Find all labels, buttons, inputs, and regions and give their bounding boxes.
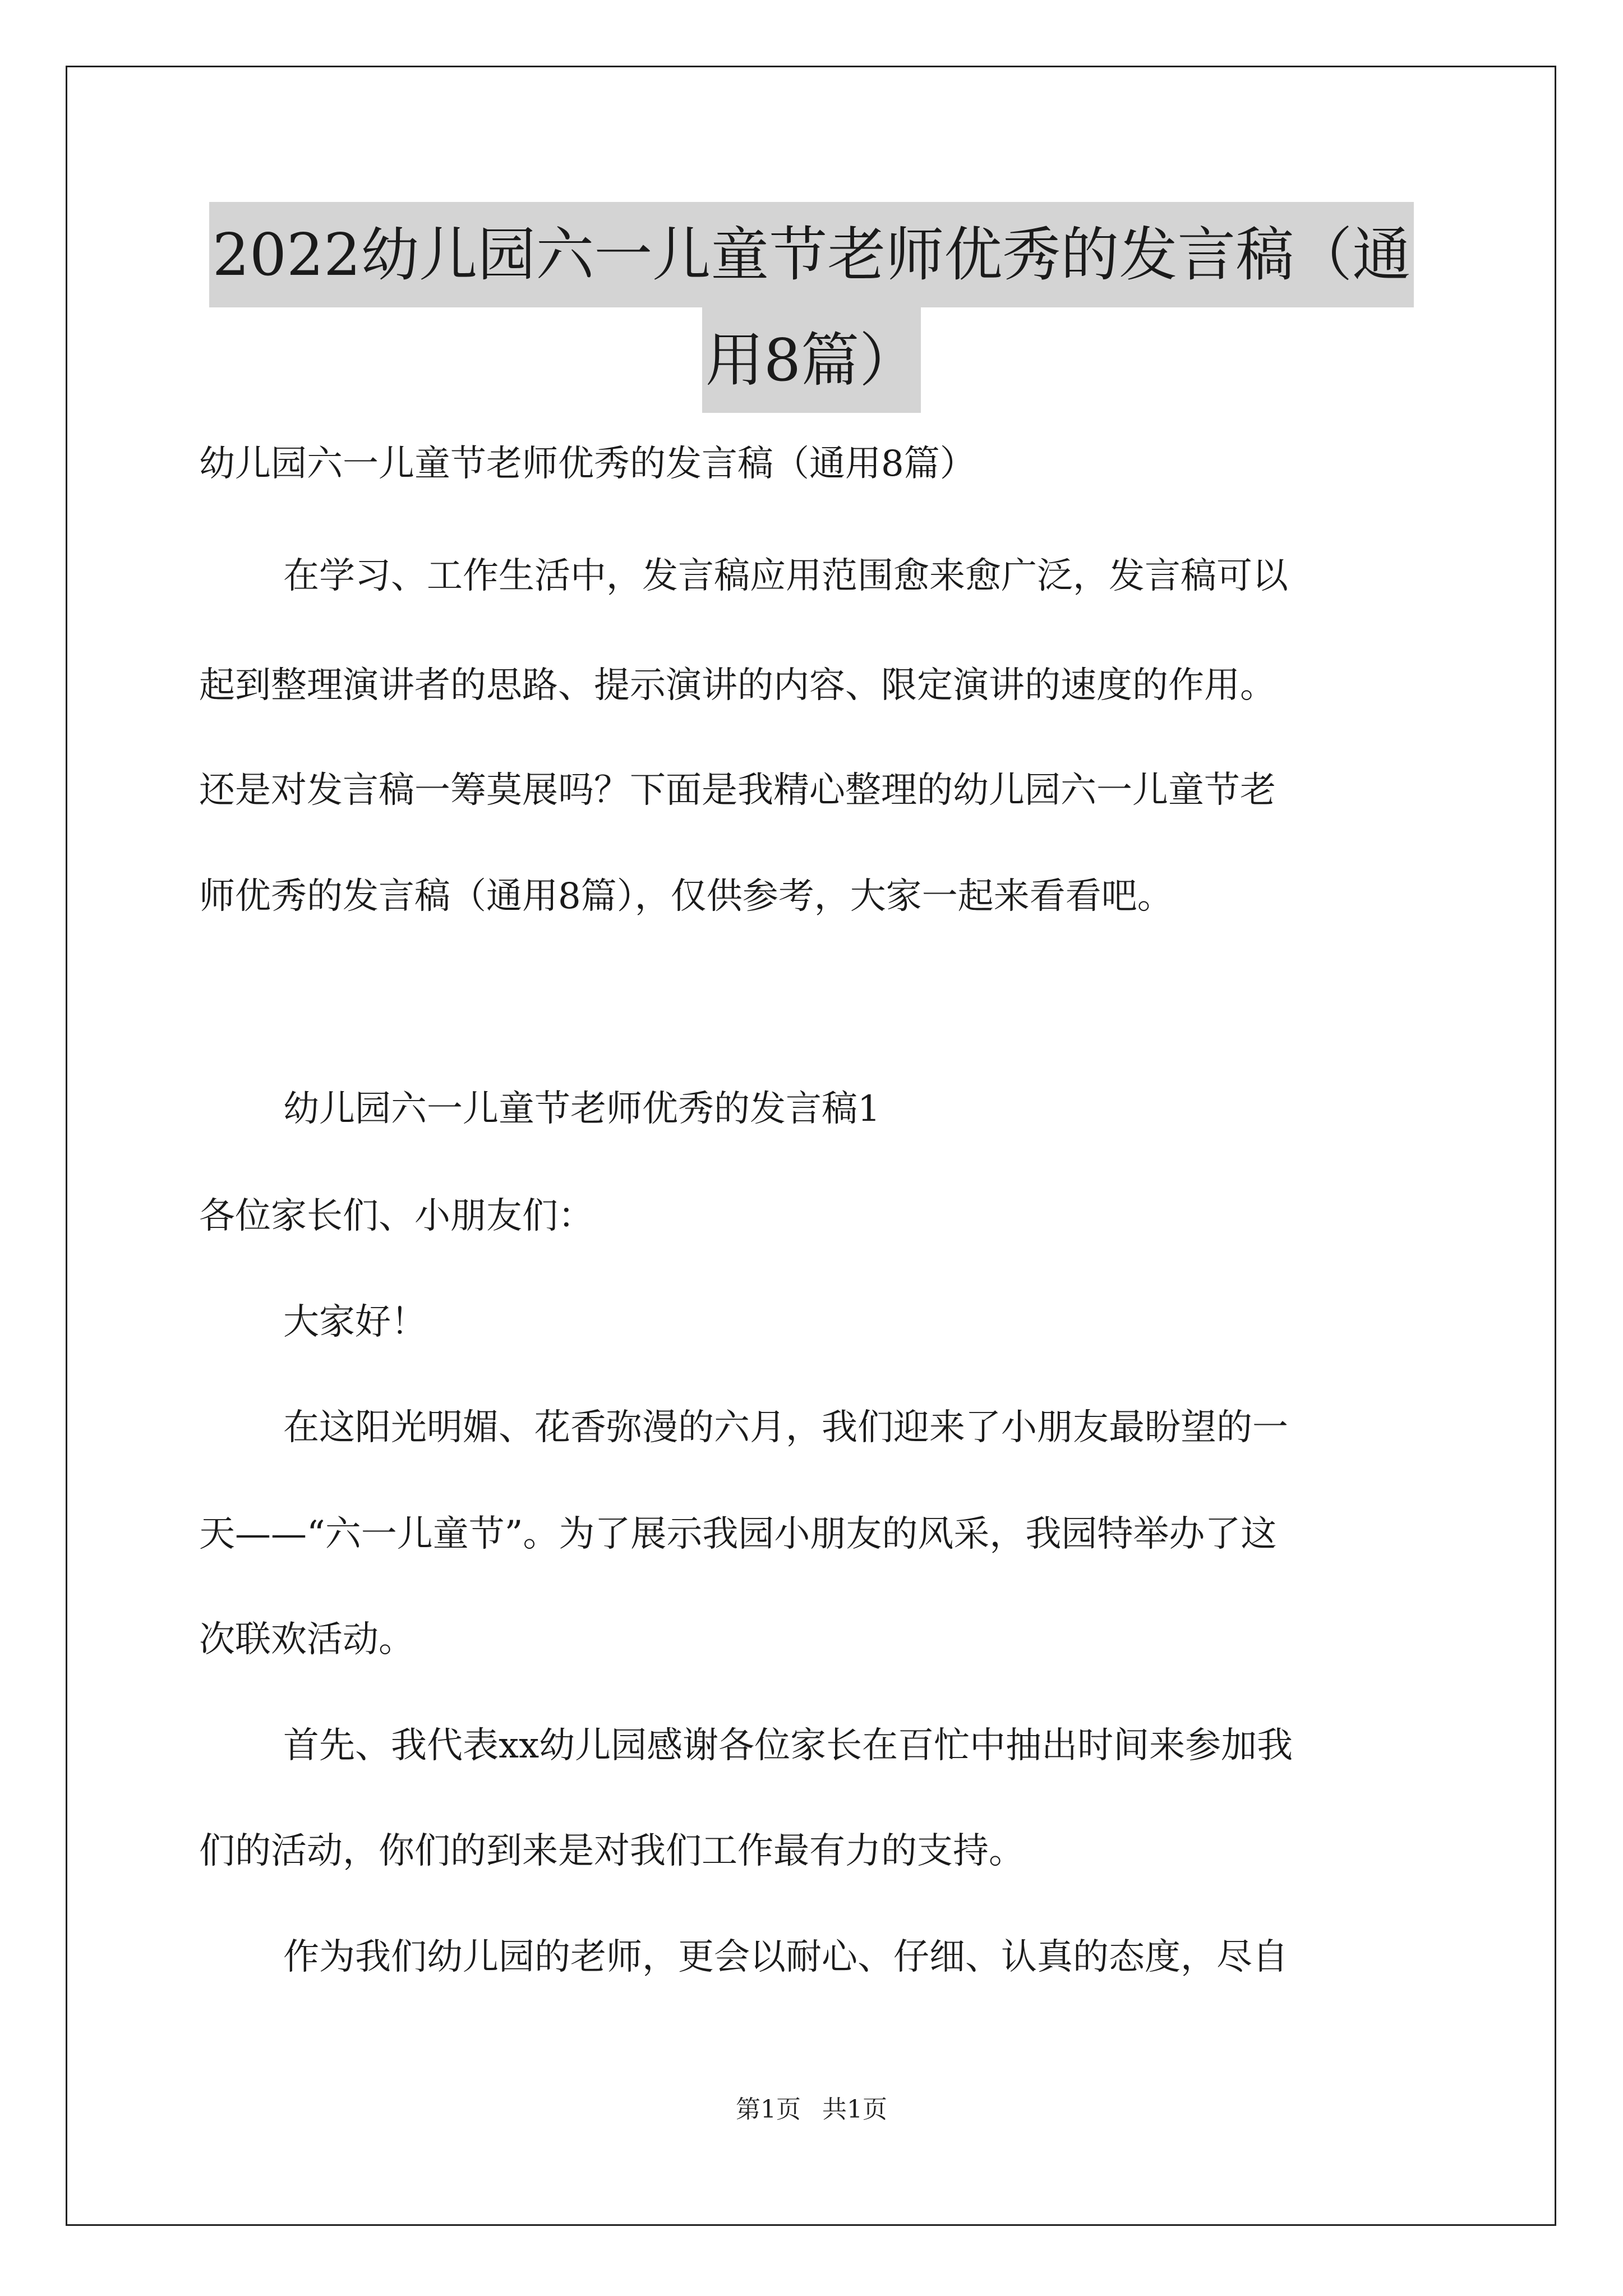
body-paragraph-line: 次联欢活动。 xyxy=(199,1619,414,1660)
subtitle-paragraph: 幼儿园六一儿童节老师优秀的发言稿（通用8篇） xyxy=(199,443,976,485)
salutation: 各位家长们、小朋友们： xyxy=(199,1195,594,1237)
section-heading: 幼儿园六一儿童节老师优秀的发言稿1 xyxy=(283,1088,880,1130)
body-paragraph-line: 天——“六一儿童节”。为了展示我园小朋友的风采，我园特举办了这 xyxy=(199,1513,1277,1555)
body-paragraph-line: 首先、我代表xx幼儿园感谢各位家长在百忙中抽出时间来参加我 xyxy=(283,1725,1293,1766)
greeting: 大家好！ xyxy=(283,1301,427,1343)
title-line-2: 用8篇） xyxy=(702,307,921,413)
body-paragraph-line: 作为我们幼儿园的老师，更会以耐心、仔细、认真的态度，尽自 xyxy=(283,1936,1288,1978)
intro-paragraph-line: 在学习、工作生活中，发言稿应用范围愈来愈广泛，发言稿可以 xyxy=(283,555,1288,597)
body-paragraph-line: 们的活动，你们的到来是对我们工作最有力的支持。 xyxy=(199,1830,1025,1872)
title-line-1: 2022幼儿园六一儿童节老师优秀的发言稿（通 xyxy=(209,202,1414,307)
intro-paragraph-line: 还是对发言稿一筹莫展吗？下面是我精心整理的幼儿园六一儿童节老 xyxy=(199,770,1276,811)
document-title xyxy=(0,202,1623,413)
intro-paragraph-line: 起到整理演讲者的思路、提示演讲的内容、限定演讲的速度的作用。 xyxy=(199,665,1276,706)
footer-total-pages: 共1页 xyxy=(822,2095,887,2124)
page-footer xyxy=(0,2089,1623,2125)
body-paragraph-line: 在这阳光明媚、花香弥漫的六月，我们迎来了小朋友最盼望的一 xyxy=(283,1407,1288,1448)
intro-paragraph-line: 师优秀的发言稿（通用8篇），仅供参考，大家一起来看看吧。 xyxy=(199,876,1173,917)
footer-page-number: 第1页 xyxy=(736,2095,801,2124)
